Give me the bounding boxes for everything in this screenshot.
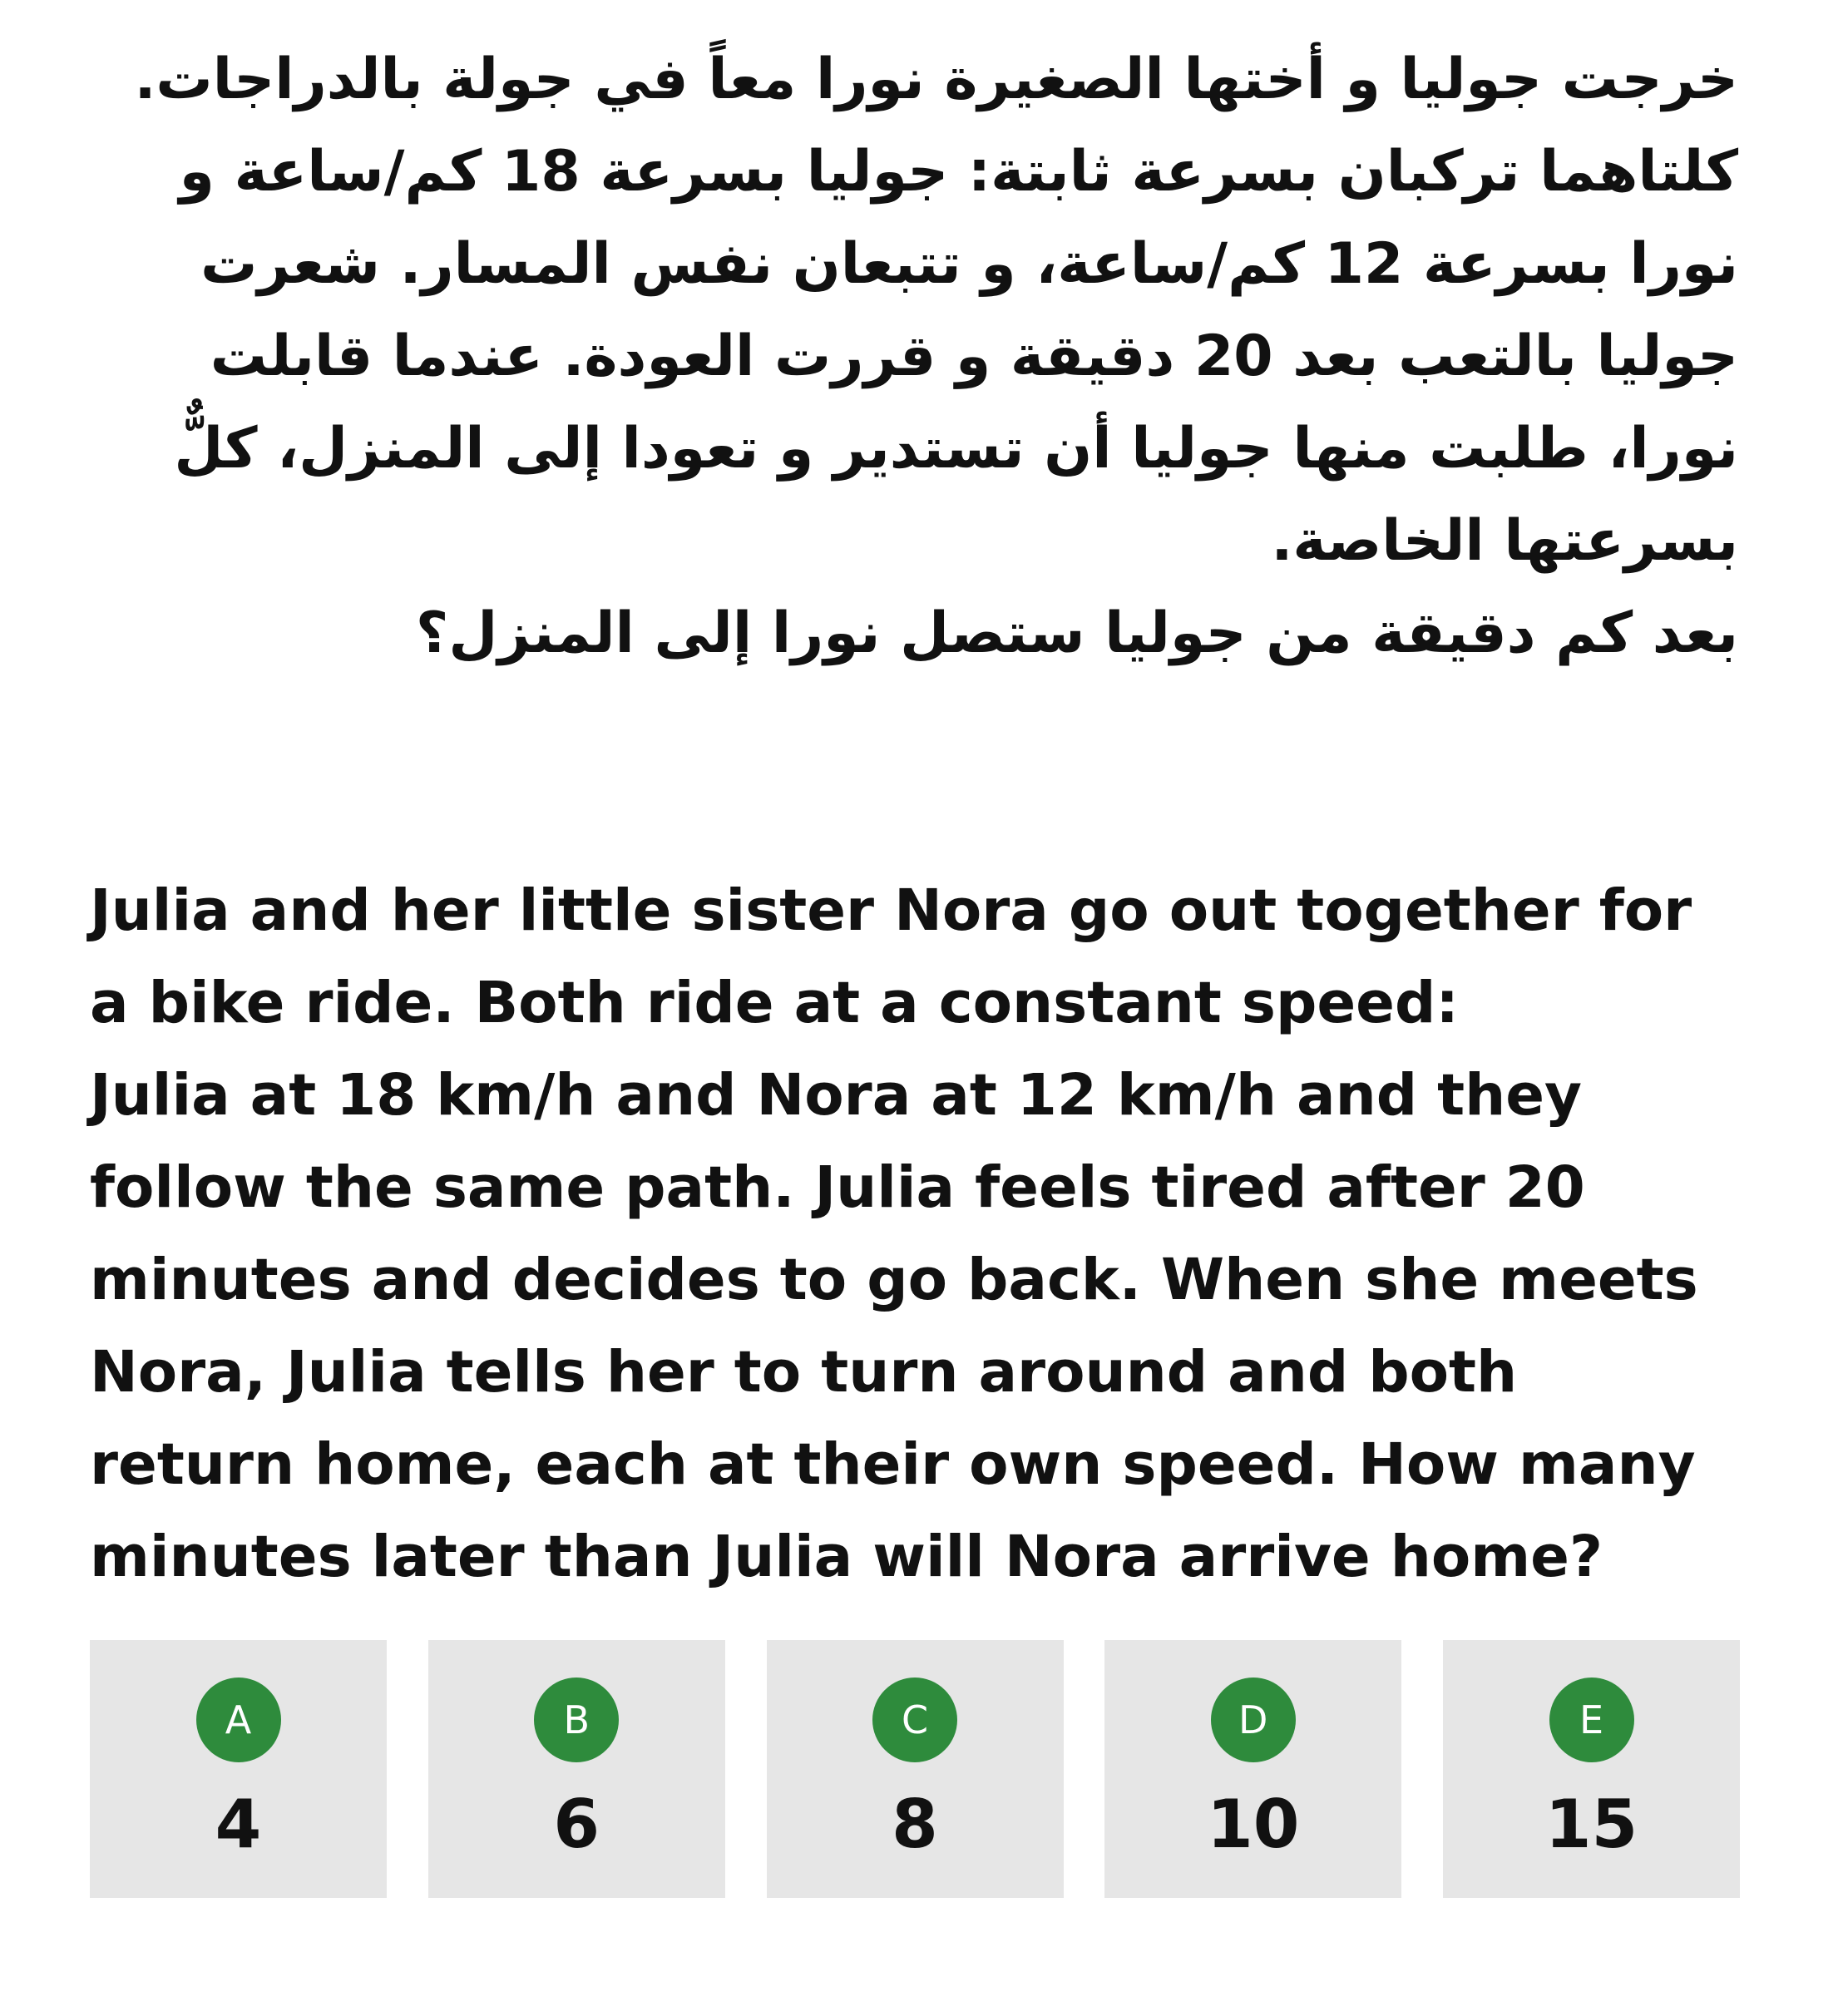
option-letter-badge: E bbox=[1549, 1678, 1634, 1762]
answer-option-d[interactable] bbox=[1104, 1640, 1401, 1898]
option-value: 8 bbox=[892, 1786, 938, 1863]
english-question-line: return home, each at their own speed. How many bbox=[90, 1431, 1696, 1498]
option-value: 6 bbox=[553, 1786, 600, 1863]
arabic-question-ask: بعد كم دقيقة من جوليا ستصل نورا إلى المنزل؟ bbox=[415, 600, 1738, 666]
english-question-line: follow the same path. Julia feels tired after 20 bbox=[90, 1154, 1585, 1221]
option-letter-badge: A bbox=[196, 1678, 281, 1762]
answer-option-e[interactable] bbox=[1443, 1640, 1740, 1898]
answer-options bbox=[90, 1640, 1740, 1898]
option-value: 15 bbox=[1544, 1786, 1638, 1863]
option-value: 10 bbox=[1207, 1786, 1300, 1863]
answer-option-a[interactable] bbox=[90, 1640, 387, 1898]
arabic-question-paragraph: خرجت جوليا و أختها الصغيرة نورا معاً في جولة بالدراجات. كلتاهما تركبان بسرعة ثابتة: جوليا بسرعة 18 كم/ساعة و نورا بسرعة 12 كم/ساعة، و تتبعان نفس المسار. شعرت جوليا بالتعب بعد 20 دقيقة و قررت العودة. عندما قابلت نورا، طلبت منها جوليا أن تستدير و تعودا إلى المنزل، كلٌّ بسرعتها الخاصة. bbox=[134, 47, 1738, 574]
option-letter-badge: C bbox=[872, 1678, 957, 1762]
english-question-line: minutes and decides to go back. When she meets bbox=[90, 1247, 1698, 1313]
english-question-line: Julia at 18 km/h and Nora at 12 km/h and they bbox=[90, 1062, 1582, 1129]
english-question-line: Nora, Julia tells her to turn around and both bbox=[90, 1339, 1518, 1406]
english-question-line: Julia and her little sister Nora go out together for bbox=[90, 877, 1692, 944]
english-question-text bbox=[90, 865, 1737, 1603]
english-question-line: a bike ride. Both ride at a constant speed: bbox=[90, 970, 1459, 1036]
answer-option-b[interactable] bbox=[428, 1640, 725, 1898]
option-value: 4 bbox=[215, 1786, 262, 1863]
option-letter-badge: B bbox=[534, 1678, 619, 1762]
option-letter-badge: D bbox=[1211, 1678, 1296, 1762]
arabic-question-text bbox=[91, 33, 1738, 679]
english-question-line: minutes later than Julia will Nora arrive home? bbox=[90, 1524, 1603, 1590]
answer-option-c[interactable] bbox=[767, 1640, 1064, 1898]
